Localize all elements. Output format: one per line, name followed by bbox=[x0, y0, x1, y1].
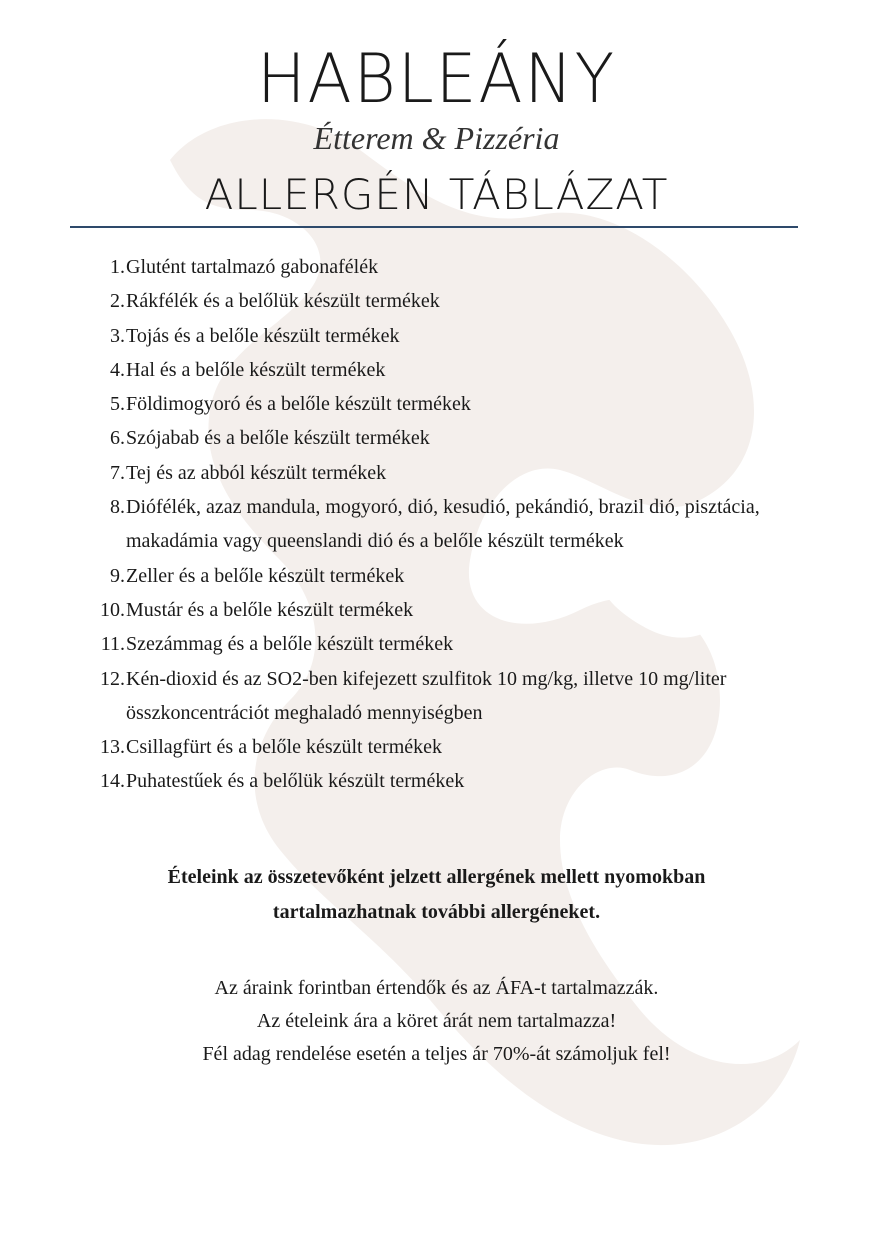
item-number: 14. bbox=[100, 770, 125, 793]
list-item bbox=[0, 319, 873, 353]
item-text: Tej és az abból készült termékek bbox=[126, 461, 387, 484]
list-item bbox=[0, 353, 873, 387]
list-item bbox=[0, 421, 873, 455]
item-text: Csillagfürt és a belőle készült termékek bbox=[126, 736, 443, 759]
list-item bbox=[0, 250, 873, 284]
item-text: Szójabab és a belőle készült termékek bbox=[126, 427, 430, 450]
note-line: Ételeink az összetevőként jelzett allergének mellett nyomokban bbox=[167, 866, 706, 888]
restaurant-subtitle: Étterem & Pizzéria bbox=[313, 120, 560, 156]
pricing-line: Az ételeink ára a köret árát nem tartalmazza! bbox=[256, 1010, 617, 1032]
item-number: 10. bbox=[100, 598, 125, 621]
item-number: 7. bbox=[110, 461, 125, 484]
item-number: 4. bbox=[110, 358, 125, 381]
restaurant-name: HABLEÁNY bbox=[256, 40, 617, 119]
list-item bbox=[0, 764, 873, 798]
heading-divider bbox=[70, 226, 798, 228]
item-text: Szezámmag és a belőle készült termékek bbox=[126, 633, 454, 656]
item-number: 1. bbox=[110, 256, 125, 278]
item-text: Puhatestűek és a belőlük készült termékek bbox=[126, 770, 465, 793]
item-text: Diófélék, azaz mandula, mogyoró, dió, kesudió, pekándió, brazil dió, pisztácia, makadámia vagy queenslandi dió és a belőle készült termékek bbox=[126, 496, 760, 553]
item-number: 12. bbox=[100, 667, 125, 690]
item-number: 8. bbox=[110, 496, 125, 519]
item-text: Hal és a belőle készült termékek bbox=[126, 358, 386, 381]
item-number: 13. bbox=[100, 736, 125, 759]
list-item bbox=[0, 730, 873, 764]
allergen-list bbox=[0, 250, 873, 799]
item-text: Földimogyoró és a belőle készült termékek bbox=[126, 393, 471, 416]
item-text: Rákfélék és a belőlük készült termékek bbox=[126, 290, 440, 313]
list-item bbox=[0, 593, 873, 627]
list-item bbox=[0, 284, 873, 318]
page-heading: ALLERGÉN TÁBLÁZAT bbox=[204, 170, 669, 219]
pricing-line: Fél adag rendelése esetén a teljes ár 70%-át számoljuk fel! bbox=[202, 1043, 671, 1065]
item-text: Tojás és a belőle készült termékek bbox=[126, 324, 400, 347]
item-text: Zeller és a belőle készült termékek bbox=[126, 564, 405, 587]
item-number: 5. bbox=[110, 393, 125, 416]
item-text: Kén-dioxid és az SO2-ben kifejezett szulfitok 10 mg/kg, illetve 10 mg/liter összkoncentrációt meghaladó mennyiségben bbox=[126, 667, 727, 724]
pricing-info bbox=[0, 972, 873, 1071]
list-item bbox=[0, 662, 873, 731]
pricing-line: Az áraink forintban értendők és az ÁFA-t tartalmazzák. bbox=[214, 977, 659, 999]
list-item bbox=[0, 490, 873, 559]
item-text: Mustár és a belőle készült termékek bbox=[126, 598, 414, 621]
trace-allergen-note bbox=[0, 860, 873, 930]
item-number: 9. bbox=[110, 564, 125, 587]
list-item bbox=[0, 627, 873, 661]
note-line: tartalmazhatnak további allergéneket. bbox=[272, 901, 601, 923]
list-item bbox=[0, 559, 873, 593]
item-number: 2. bbox=[110, 290, 125, 313]
item-number: 6. bbox=[110, 427, 125, 450]
list-item bbox=[0, 456, 873, 490]
item-number: 11. bbox=[100, 633, 125, 656]
item-number: 3. bbox=[110, 324, 125, 347]
list-item bbox=[0, 387, 873, 421]
item-text: Glutént tartalmazó gabonafélék bbox=[126, 256, 379, 278]
